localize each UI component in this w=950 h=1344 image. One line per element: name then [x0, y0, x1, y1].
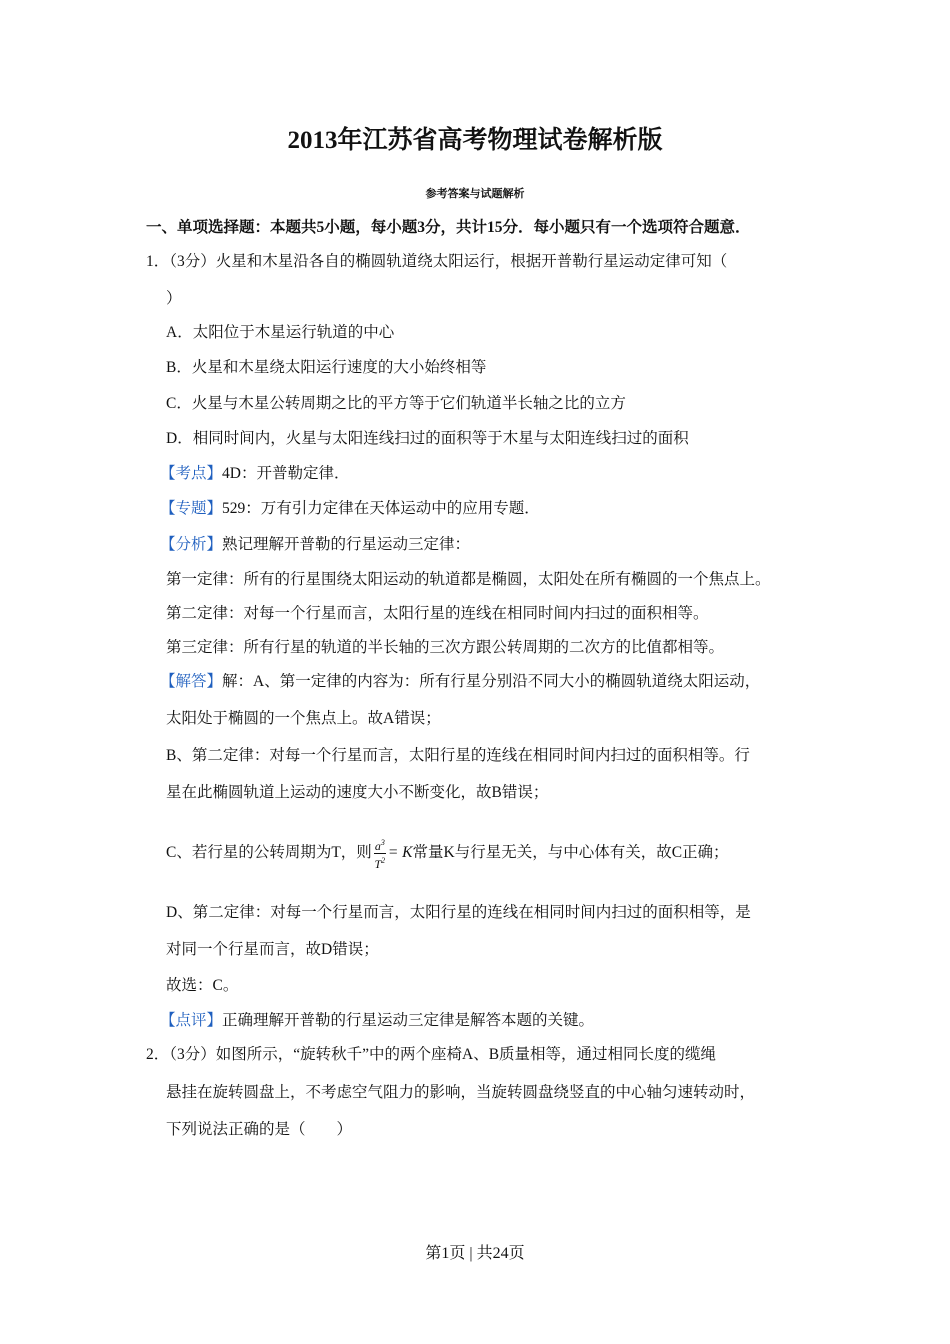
- law-3: 第三定律：所有行星的轨道的半长轴的三次方跟公转周期的二次方的比值都相等。: [166, 639, 725, 656]
- document-subtitle: 参考答案与试题解析: [425, 188, 525, 200]
- q1-option-b: B．火星和木星绕太阳运行速度的大小始终相等: [166, 359, 487, 376]
- jieda-c-pre: C、若行星的公转周期为T，则: [166, 844, 372, 862]
- jieda-c: [166, 836, 729, 871]
- q1-zhuanti: [160, 498, 540, 520]
- q2-stem-line2: 悬挂在旋转圆盘上，不考虑空气阻力的影响，当旋转圆盘绕竖直的中心轴匀速转动时，: [166, 1084, 756, 1101]
- formula-numerator-exponent: 3: [380, 838, 385, 847]
- formula-equals-k: = K: [387, 844, 413, 862]
- q1-kaodian: [160, 463, 349, 485]
- jieda-b1: B、第二定律：对每一个行星而言，太阳行星的连线在相同时间内扫过的面积相等。行: [166, 747, 750, 764]
- document-title: 2013年江苏省高考物理试卷解析版: [287, 127, 663, 154]
- q1-fenxi: [160, 534, 470, 556]
- q1-dianping: [160, 1010, 594, 1032]
- kaodian-tag: 【考点】: [160, 465, 223, 482]
- kaodian-text: 4D：开普勒定律．: [222, 465, 350, 482]
- q1-stem-line1: 1．（3分）火星和木星沿各自的椭圆轨道绕太阳运行，根据开普勒行星运动定律可知（: [146, 253, 728, 270]
- jieda-tag: 【解答】: [160, 673, 223, 690]
- zhuanti-text: 529：万有引力定律在天体运动中的应用专题．: [222, 500, 540, 517]
- dianping-tag: 【点评】: [160, 1012, 223, 1029]
- jieda-d2: 对同一个行星而言，故D错误；: [166, 941, 379, 958]
- formula-numerator: a: [374, 839, 381, 853]
- formula-denominator-exponent: 2: [381, 856, 386, 865]
- jieda-c-post: 常量K与行星无关，与中心体有关，故C正确；: [412, 844, 729, 862]
- law-1: 第一定律：所有的行星围绕太阳运动的轨道都是椭圆，太阳处在所有椭圆的一个焦点上。: [166, 571, 771, 588]
- jieda-d1: D、第二定律：对每一个行星而言，太阳行星的连线在相同时间内扫过的面积相等，是: [166, 904, 751, 921]
- jieda-line2: 太阳处于椭圆的一个焦点上。故A错误；: [166, 710, 441, 727]
- kepler-formula-fraction: [374, 836, 386, 871]
- q1-jieda: [160, 671, 760, 693]
- jieda-line1: 解：A、第一定律的内容为：所有行星分别沿不同大小的椭圆轨道绕太阳运动，: [222, 673, 761, 690]
- jieda-b2: 星在此椭圆轨道上运动的速度大小不断变化，故B错误；: [166, 784, 549, 801]
- final-choice: 故选：C。: [166, 977, 239, 994]
- q1-option-a: A．太阳位于木星运行轨道的中心: [166, 324, 395, 341]
- fenxi-text: 熟记理解开普勒的行星运动三定律：: [222, 536, 471, 553]
- q1-option-c: C．火星与木星公转周期之比的平方等于它们轨道半长轴之比的立方: [166, 395, 626, 412]
- section-heading: 一、单项选择题：本题共5小题，每小题3分，共计15分．每小题只有一个选项符合题意．: [146, 219, 751, 236]
- law-2: 第二定律：对每一个行星而言，太阳行星的连线在相同时间内扫过的面积相等。: [166, 605, 709, 622]
- formula-denominator: T: [374, 857, 382, 871]
- q2-stem-line3: 下列说法正确的是（ ）: [166, 1121, 353, 1138]
- fenxi-tag: 【分析】: [160, 536, 223, 553]
- dianping-text: 正确理解开普勒的行星运动三定律是解答本题的关键。: [222, 1012, 595, 1029]
- q1-stem-line2: ）: [166, 290, 182, 307]
- page-footer: 第1页 | 共24页: [425, 1245, 525, 1262]
- q1-option-d: D．相同时间内，火星与太阳连线扫过的面积等于木星与太阳连线扫过的面积: [166, 430, 689, 447]
- zhuanti-tag: 【专题】: [160, 500, 223, 517]
- q2-stem-line1: 2．（3分）如图所示，“旋转秋千”中的两个座椅A、B质量相等，通过相同长度的缆绳: [146, 1046, 717, 1063]
